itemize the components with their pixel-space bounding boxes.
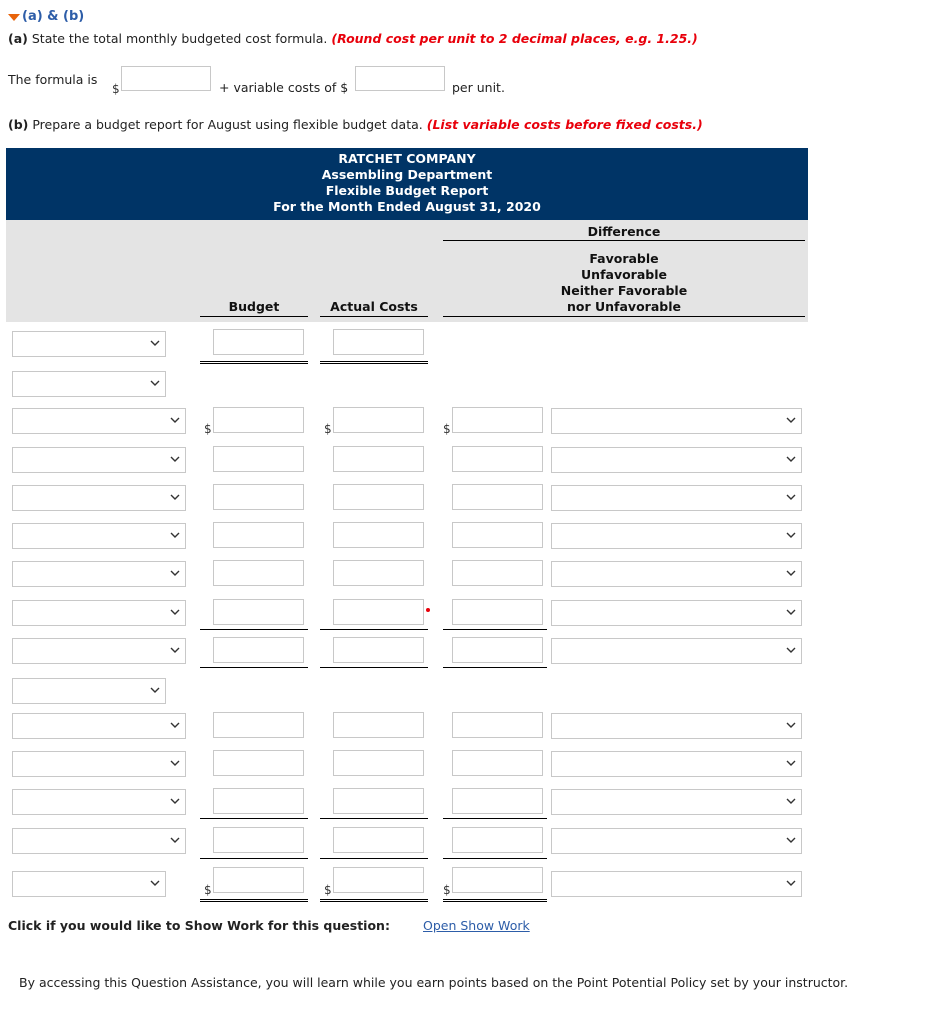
chevron-down-icon: [170, 644, 180, 658]
part-a-label: (a): [8, 31, 28, 46]
diff-option-unfavorable: Unfavorable: [581, 267, 667, 282]
formula-dollar-sign: $: [112, 82, 120, 96]
difference-type-select[interactable]: [551, 485, 802, 511]
double-underline: [200, 899, 308, 902]
chevron-down-icon: [170, 414, 180, 428]
budget-input[interactable]: [213, 867, 304, 893]
double-underline: [443, 899, 547, 902]
chevron-down-icon: [786, 644, 796, 658]
difference-input[interactable]: [452, 867, 543, 893]
part-b-instructions: [8, 117, 703, 132]
variable-cost-text: + variable costs of $: [219, 80, 349, 95]
actual-input[interactable]: [333, 637, 424, 663]
chevron-down-icon: [170, 834, 180, 848]
actual-input[interactable]: [333, 750, 424, 776]
difference-type-select[interactable]: [551, 871, 802, 897]
department-name: Assembling Department: [321, 167, 493, 182]
budget-input[interactable]: [213, 827, 304, 853]
difference-input[interactable]: [452, 827, 543, 853]
budget-input[interactable]: [213, 329, 304, 355]
row-label-select[interactable]: [12, 408, 186, 434]
collapse-triangle-icon[interactable]: [8, 14, 20, 21]
diff-option-nor-unfavorable: nor Unfavorable: [567, 299, 681, 314]
chevron-down-icon: [170, 529, 180, 543]
section-toggle[interactable]: (a) & (b): [22, 9, 85, 24]
dollar-sign: $: [443, 883, 451, 897]
difference-type-select[interactable]: [551, 561, 802, 587]
row-label-select[interactable]: [12, 751, 186, 777]
open-show-work-link[interactable]: Open Show Work: [423, 918, 530, 933]
total-line: [443, 667, 547, 668]
row-label-select[interactable]: [12, 561, 186, 587]
row-label-select[interactable]: [12, 371, 166, 397]
actual-input[interactable]: [333, 599, 424, 625]
actual-input[interactable]: [333, 329, 424, 355]
difference-input[interactable]: [452, 407, 543, 433]
actual-input[interactable]: [333, 867, 424, 893]
budget-input[interactable]: [213, 637, 304, 663]
difference-type-select[interactable]: [551, 828, 802, 854]
difference-type-select[interactable]: [551, 789, 802, 815]
dollar-sign: $: [324, 422, 332, 436]
part-a-prompt: State the total monthly budgeted cost formula.: [31, 31, 328, 46]
actual-input[interactable]: [333, 522, 424, 548]
difference-input[interactable]: [452, 560, 543, 586]
chevron-down-icon: [150, 684, 160, 698]
chevron-down-icon: [170, 491, 180, 505]
report-title: Flexible Budget Report: [325, 183, 489, 198]
difference-bottom-line: [443, 316, 805, 317]
subtotal-line: [320, 818, 428, 819]
company-name: RATCHET COMPANY: [338, 151, 476, 166]
dollar-sign: $: [204, 883, 212, 897]
actual-input[interactable]: [333, 407, 424, 433]
difference-type-select[interactable]: [551, 408, 802, 434]
chevron-down-icon: [170, 453, 180, 467]
difference-type-select[interactable]: [551, 523, 802, 549]
budget-input[interactable]: [213, 407, 304, 433]
footer-note: By accessing this Question Assistance, you will learn while you earn points based on the Point Potential Policy set by your instructor.: [19, 975, 849, 990]
double-underline: [320, 361, 428, 364]
formula-label: The formula is: [8, 72, 98, 87]
actual-input[interactable]: [333, 827, 424, 853]
budget-input[interactable]: [213, 522, 304, 548]
fixed-cost-input[interactable]: [121, 66, 211, 91]
double-underline: [320, 899, 428, 902]
budget-header-line: [200, 316, 308, 317]
difference-type-select[interactable]: [551, 600, 802, 626]
required-dot-icon: [426, 608, 430, 612]
budget-input[interactable]: [213, 750, 304, 776]
chevron-down-icon: [786, 834, 796, 848]
chevron-down-icon: [150, 377, 160, 391]
row-label-select[interactable]: [12, 789, 186, 815]
per-unit-text: per unit.: [452, 80, 505, 95]
row-label-select[interactable]: [12, 638, 186, 664]
subtotal-line: [443, 629, 547, 630]
chevron-down-icon: [170, 567, 180, 581]
actual-input[interactable]: [333, 446, 424, 472]
total-line: [443, 858, 547, 859]
budget-header: Budget: [228, 299, 280, 314]
row-label-select[interactable]: [12, 871, 166, 897]
actual-input[interactable]: [333, 788, 424, 814]
chevron-down-icon: [786, 567, 796, 581]
diff-option-favorable: Favorable: [589, 251, 659, 266]
difference-header: Difference: [587, 224, 661, 239]
chevron-down-icon: [786, 453, 796, 467]
variable-cost-per-unit-input[interactable]: [355, 66, 445, 91]
row-label-select[interactable]: [12, 485, 186, 511]
row-label-select[interactable]: [12, 331, 166, 357]
show-work-prompt: Click if you would like to Show Work for this question:: [8, 918, 390, 933]
difference-type-select[interactable]: [551, 713, 802, 739]
chevron-down-icon: [786, 795, 796, 809]
row-label-select[interactable]: [12, 713, 186, 739]
subtotal-line: [320, 629, 428, 630]
chevron-down-icon: [150, 877, 160, 891]
budget-input[interactable]: [213, 788, 304, 814]
chevron-down-icon: [786, 757, 796, 771]
report-period: For the Month Ended August 31, 2020: [273, 199, 541, 214]
budget-input[interactable]: [213, 599, 304, 625]
chevron-down-icon: [170, 606, 180, 620]
part-a-instructions: [8, 31, 698, 46]
part-a-note: (Round cost per unit to 2 decimal places, e.g. 1.25.): [331, 31, 698, 46]
difference-type-select[interactable]: [551, 447, 802, 473]
difference-input[interactable]: [452, 522, 543, 548]
actual-input[interactable]: [333, 712, 424, 738]
chevron-down-icon: [170, 719, 180, 733]
subtotal-line: [200, 629, 308, 630]
difference-input[interactable]: [452, 750, 543, 776]
total-line: [320, 667, 428, 668]
part-b-prompt: Prepare a budget report for August using flexible budget data.: [32, 117, 423, 132]
chevron-down-icon: [786, 606, 796, 620]
budget-input[interactable]: [213, 712, 304, 738]
chevron-down-icon: [786, 877, 796, 891]
difference-input[interactable]: [452, 788, 543, 814]
difference-input[interactable]: [452, 446, 543, 472]
dollar-sign: $: [443, 422, 451, 436]
chevron-down-icon: [786, 491, 796, 505]
budget-input[interactable]: [213, 484, 304, 510]
subtotal-line: [443, 818, 547, 819]
chevron-down-icon: [786, 529, 796, 543]
part-b-label: (b): [8, 117, 29, 132]
difference-input[interactable]: [452, 484, 543, 510]
row-label-select[interactable]: [12, 828, 186, 854]
difference-underline: [443, 240, 805, 241]
row-label-select[interactable]: [12, 523, 186, 549]
double-underline: [200, 361, 308, 364]
difference-input[interactable]: [452, 599, 543, 625]
dollar-sign: $: [324, 883, 332, 897]
total-line: [320, 858, 428, 859]
chevron-down-icon: [786, 719, 796, 733]
chevron-down-icon: [786, 414, 796, 428]
total-line: [200, 858, 308, 859]
actual-header: Actual Costs: [330, 299, 418, 314]
chevron-down-icon: [170, 757, 180, 771]
difference-input[interactable]: [452, 637, 543, 663]
chevron-down-icon: [150, 337, 160, 351]
chevron-down-icon: [170, 795, 180, 809]
row-label-select[interactable]: [12, 678, 166, 704]
row-label-select[interactable]: [12, 600, 186, 626]
subtotal-line: [200, 818, 308, 819]
difference-input[interactable]: [452, 712, 543, 738]
actual-input[interactable]: [333, 560, 424, 586]
diff-option-neither: Neither Favorable: [560, 283, 688, 298]
actual-header-line: [320, 316, 428, 317]
total-line: [200, 667, 308, 668]
actual-input[interactable]: [333, 484, 424, 510]
difference-type-select[interactable]: [551, 751, 802, 777]
budget-input[interactable]: [213, 560, 304, 586]
budget-input[interactable]: [213, 446, 304, 472]
report-header: [6, 148, 808, 220]
dollar-sign: $: [204, 422, 212, 436]
part-b-note: (List variable costs before fixed costs.): [426, 117, 703, 132]
difference-type-select[interactable]: [551, 638, 802, 664]
row-label-select[interactable]: [12, 447, 186, 473]
